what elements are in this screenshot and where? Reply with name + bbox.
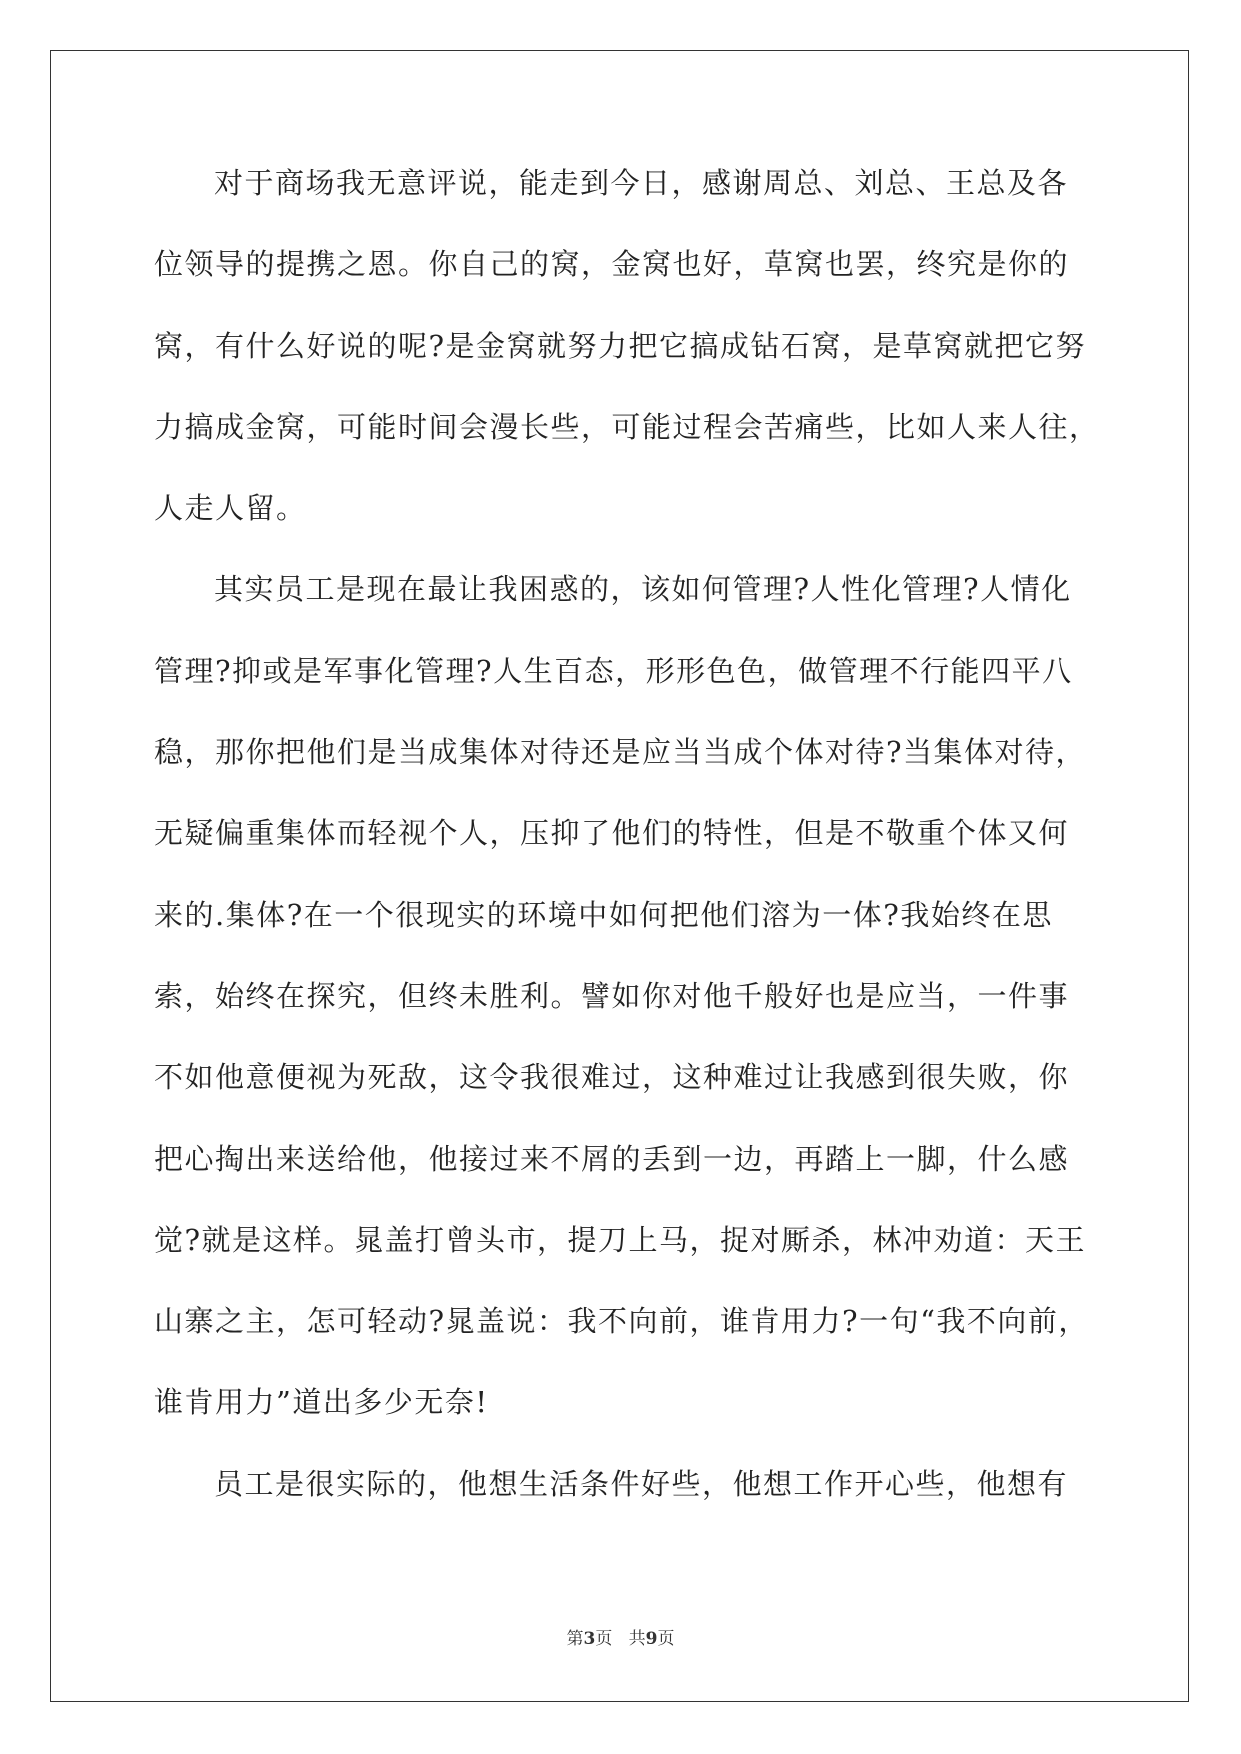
text-line: 无疑偏重集体而轻视个人，压抑了他们的特性，但是不敬重个体又何 [154,816,1070,851]
total-pages: 9 [645,1629,658,1649]
text-line: 其实员工是现在最让我困惑的，该如何管理?人性化管理?人情化 [214,572,1072,607]
text-line: 位领导的提携之恩。你自己的窝，金窝也好，草窝也罢，终究是你的 [154,247,1070,282]
text-line: 对于商场我无意评说，能走到今日，感谢周总、刘总、王总及各 [214,166,1069,200]
text-line: 把心掏出来送给他，他接过来不屑的丢到一边，再踏上一脚，什么感 [154,1141,1070,1176]
text-line: 稳，那你把他们是当成集体对待还是应当当成个体对待?当集体对待， [154,735,1087,770]
text-line: 觉?就是这样。晁盖打曾头市，提刀上马，捉对厮杀，林冲劝道：天王 [154,1222,1087,1257]
text-line: 窝，有什么好说的呢?是金窝就努力把它搞成钻石窝，是草窝就把它努 [154,328,1087,363]
page-prefix: 第 [566,1629,584,1649]
text-line: 索，始终在探究，但终未胜利。譬如你对他千般好也是应当，一件事 [154,978,1070,1013]
text-line: 力搞成金窝，可能时间会漫长些，可能过程会苦痛些，比如人来人往， [154,409,1100,444]
document-body [154,165,1100,1547]
text-line: 员工是很实际的，他想生活条件好些，他想工作开心些，他想有 [214,1466,1069,1501]
text-line: 人走人留。 [154,491,307,526]
page-current: 3 [583,1629,596,1649]
text-line: 不如他意便视为死敌，这令我很难过，这种难过让我感到很失败，你 [154,1060,1070,1095]
total-suffix: 页 [657,1629,675,1649]
page-footer [0,1624,1241,1649]
text-line: 来的.集体?在一个很现实的环境中如何把他们溶为一体?我始终在思 [154,897,1053,932]
total-prefix: 共 [628,1629,646,1649]
page-suffix: 页 [595,1629,613,1649]
text-line: 山寨之主，怎可轻动?晁盖说：我不向前，谁肯用力?一句“我不向前， [154,1304,1089,1339]
text-line: 管理?抑或是军事化管理?人生百态，形形色色，做管理不行能四平八 [154,653,1073,688]
text-line: 谁肯用力”道出多少无奈! [154,1385,489,1420]
